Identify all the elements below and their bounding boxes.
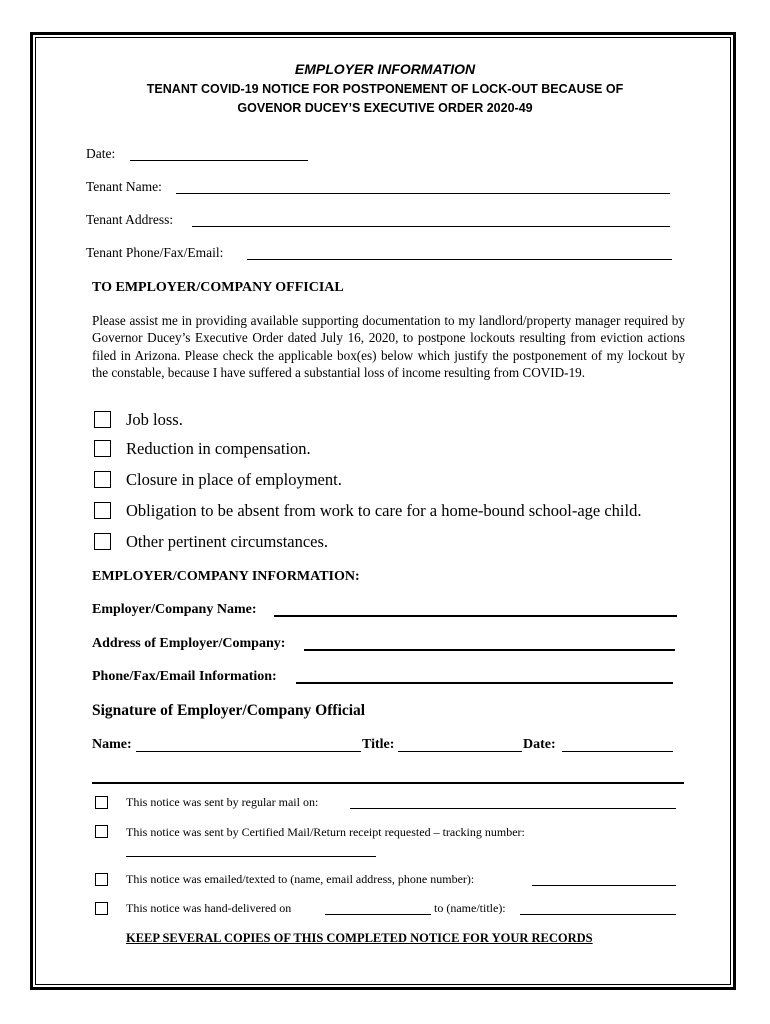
hand-delivered-recipient-field[interactable]: [520, 914, 676, 915]
tenant-address-field[interactable]: [192, 226, 670, 227]
date-field[interactable]: [130, 160, 308, 161]
reason-checkbox-other[interactable]: [94, 533, 111, 550]
signature-title-label: Title:: [362, 737, 395, 752]
form-subtitle-line2: GOVENOR DUCEY’S EXECUTIVE ORDER 2020-49: [237, 101, 533, 115]
delivery-checkbox-hand-delivered[interactable]: [95, 902, 108, 915]
employer-info-heading: EMPLOYER/COMPANY INFORMATION:: [92, 569, 360, 584]
signature-name-label: Name:: [92, 737, 132, 752]
emailed-recipient-field[interactable]: [532, 885, 676, 886]
tenant-address-label: Tenant Address:: [86, 212, 174, 227]
to-employer-heading: TO EMPLOYER/COMPANY OFFICIAL: [92, 280, 344, 295]
request-paragraph: Please assist me in providing available supporting documentation to my landlord/property manager required by Governor Ducey’s Executive Order dated July 16, 2020, to postpone lockouts resulting from eviction actions filed in Arizona. Please check the applicable box(es) below which justify the postponement of my lockout by the constable, because I have suffered a substantial loss of income resulting from COVID-19.: [92, 313, 685, 381]
tenant-name-label: Tenant Name:: [86, 179, 162, 194]
tenant-contact-field[interactable]: [247, 259, 672, 260]
signature-date-label: Date:: [523, 737, 556, 752]
signature-date-field[interactable]: [562, 751, 673, 752]
delivery-checkbox-emailed[interactable]: [95, 873, 108, 886]
date-label: Date:: [86, 146, 116, 161]
delivery-label-hand-delivered: This notice was hand-delivered on: [126, 901, 292, 915]
reason-label-job-loss: Job loss.: [126, 410, 183, 429]
reason-checkbox-reduction[interactable]: [94, 440, 111, 457]
employer-name-field[interactable]: [274, 615, 677, 617]
delivery-label-emailed: This notice was emailed/texted to (name, email address, phone number):: [126, 872, 475, 886]
signature-name-field[interactable]: [136, 751, 361, 752]
delivery-label-regular-mail: This notice was sent by regular mail on:: [126, 795, 319, 809]
signature-line[interactable]: [92, 782, 684, 784]
employer-contact-label: Phone/Fax/Email Information:: [92, 669, 277, 684]
keep-copies-notice: KEEP SEVERAL COPIES OF THIS COMPLETED NOTICE FOR YOUR RECORDS: [126, 931, 593, 945]
reason-checkbox-closure[interactable]: [94, 471, 111, 488]
reason-label-other: Other pertinent circumstances.: [126, 532, 329, 551]
delivery-label-certified-mail: This notice was sent by Certified Mail/Return receipt requested – tracking number:: [126, 825, 525, 839]
hand-delivered-date-field[interactable]: [325, 914, 431, 915]
regular-mail-date-field[interactable]: [350, 808, 676, 809]
employer-contact-field[interactable]: [296, 682, 673, 684]
tracking-number-field[interactable]: [126, 856, 376, 857]
reason-label-closure: Closure in place of employment.: [126, 470, 342, 489]
employer-address-field[interactable]: [304, 649, 675, 651]
tenant-contact-label: Tenant Phone/Fax/Email:: [86, 245, 224, 260]
delivery-label-hand-delivered-to: to (name/title):: [434, 901, 506, 915]
form-subtitle-line1: TENANT COVID-19 NOTICE FOR POSTPONEMENT OF LOCK-OUT BECAUSE OF: [146, 82, 624, 96]
employer-address-label: Address of Employer/Company:: [92, 636, 286, 651]
signature-heading: Signature of Employer/Company Official: [92, 702, 366, 719]
employer-name-label: Employer/Company Name:: [92, 602, 257, 617]
reason-label-reduction: Reduction in compensation.: [126, 439, 311, 458]
reason-checkbox-job-loss[interactable]: [94, 411, 111, 428]
delivery-checkbox-regular-mail[interactable]: [95, 796, 108, 809]
form-title: EMPLOYER INFORMATION: [294, 61, 476, 77]
delivery-checkbox-certified-mail[interactable]: [95, 825, 108, 838]
tenant-name-field[interactable]: [176, 193, 670, 194]
reason-checkbox-obligation[interactable]: [94, 502, 111, 519]
signature-title-field[interactable]: [398, 751, 522, 752]
reason-label-obligation: Obligation to be absent from work to care for a home-bound school-age child.: [126, 501, 642, 520]
